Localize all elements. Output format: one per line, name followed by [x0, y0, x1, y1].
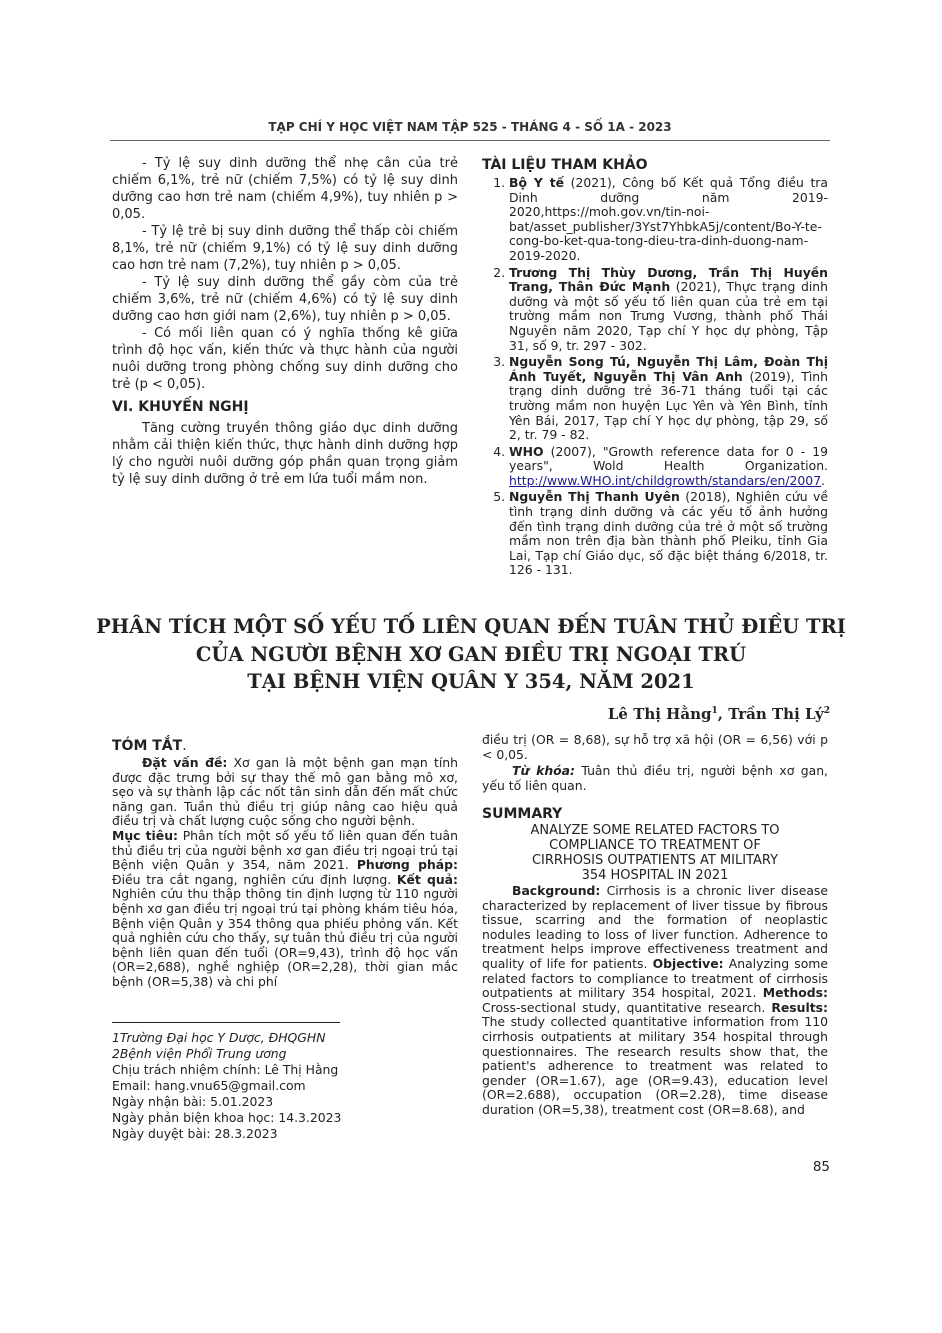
reference-item [509, 176, 828, 264]
summary-text: Cross-sectional study, quantitative research. [482, 999, 766, 1015]
summary-text: Cirrhosis is a chronic liver disease characterized by replacement of liver tissue by fibrous tissue, scarring and the formation of neoplastic nodules leading to loss of liver function. Adherence to treatment helps improve effectiveness treatment and quality of life for patients. [482, 883, 828, 971]
title-line: CỦA NGƯỜI BỆNH XƠ GAN ĐIỀU TRỊ NGOẠI TRÚ [195, 642, 747, 666]
summary-label-objective: Objective: [652, 955, 724, 971]
abstract-vi-cont [482, 733, 828, 793]
summary-text: The study collected quantitative information from 110 cirrhosis outpatients at military 354 hospital through questionnaires. The research results show that, the patient's adherence to treatment was related to gender (OR=1.67), age (OR=9.43), education level (OR=2.688), occupation (OR=2.28), time disease duration (OR=5,38), treatment cost (OR=8.68), and [482, 1014, 828, 1117]
reference-authors: WHO [509, 443, 544, 459]
abstract-label-background: Đặt vấn đề: [142, 755, 228, 770]
footnote-accepted: Ngày duyệt bài: 28.3.2023 [112, 1126, 278, 1141]
left-column-top [112, 155, 458, 488]
footnote-affiliation: 1Trường Đại học Y Dược, ĐHQGHN [112, 1030, 326, 1045]
abstract-text: Nghiên cứu thu thập thông tin định lượng từ 110 người bệnh xơ gan điều trị ngoại trú tại phòng khám tiêu hóa, Bệnh viện Quân y 354 thông qua phiếu phỏng vấn. Kết quả nghiên cứu cho thấy, sự tuân thủ điều trị của người bệnh liên quan đến tuổi (OR=9,43), trình độ học vấn (OR=2,688), nghề nghiệp (OR=2,28), thời gian mắc bệnh (OR=5,38) và chi phí [112, 886, 458, 989]
conclusion-item: - Có mối liên quan có ý nghĩa thống kê giữa trình độ học vấn, kiến thức và thực hành của người nuôi dưỡng trong phòng chống suy dinh dưỡng cho trẻ (p < 0,05). [112, 326, 458, 392]
reference-item [509, 355, 828, 443]
summary-title-line: ANALYZE SOME RELATED FACTORS TO [530, 823, 780, 838]
references-heading: TÀI LIỆU THAM KHẢO [482, 157, 648, 173]
footnotes [112, 1030, 458, 1142]
summary-label-methods: Methods: [762, 985, 828, 1001]
summary-title-line: 354 HOSPITAL IN 2021 [581, 868, 729, 883]
footnote-corresponding: Chịu trách nhiệm chính: Lê Thị Hằng [112, 1062, 339, 1077]
title-line: TẠI BỆNH VIỆN QUÂN Y 354, NĂM 2021 [247, 670, 695, 693]
author-affiliation-mark: 2 [823, 706, 830, 716]
conclusion-item: - Tỷ lệ suy dinh dưỡng thể nhẹ cân của trẻ chiếm 6,1%, trẻ nữ (chiếm 7,5%) có tỷ lệ suy dinh dưỡng cao hơn trẻ nam (chiếm 4,9%), tuy nhiên p > 0,05. [112, 156, 458, 222]
conclusion-item: - Tỷ lệ trẻ bị suy dinh dưỡng thể thấp còi chiếm 8,1%, trẻ nữ (chiếm 9,1%) có tỷ lệ suy dinh dưỡng cao hơn trẻ nam (7,2%), tuy nhiên p > 0,05. [112, 224, 458, 273]
reference-authors: Trương Thị Thùy Dương, Trần Thị Huyền Trang, Thân Đức Mạnh [509, 264, 828, 295]
reference-authors: Nguyễn Thị Thanh Uyên [509, 489, 680, 505]
recommend-text: Tăng cường truyền thông giáo dục dinh dưỡng nhằm cải thiện kiến thức, thực hành dinh dưỡng hợp lý cho người nuôi dưỡng góp phần quan trọng giảm tỷ lệ suy dinh dưỡng ở trẻ em lứa tuổi mầm non. [112, 421, 458, 487]
reference-text: (2018), Nghiên cứu về tình trạng dinh dưỡng và các yếu tố ảnh hưởng đến tình trạng dinh dưỡng của trẻ ở một số trường mầm non trên địa bàn thành phố Pleiku, tỉnh Gia Lai, Tạp chí Giáo dục, số đặc biệt tháng 6/2018, tr. 126 - 131. [509, 489, 828, 578]
reference-tail: . [821, 472, 826, 488]
page-number: 85 [812, 1159, 830, 1175]
title-line: PHÂN TÍCH MỘT SỐ YẾU TỐ LIÊN QUAN ĐẾN TUÂN THỦ ĐIỀU TRỊ [96, 615, 846, 638]
references-section [482, 157, 828, 580]
keywords-label: Từ khóa: [512, 763, 575, 779]
abstract-label-results: Kết quả: [396, 871, 458, 887]
reference-item [509, 490, 828, 578]
abstract-vi [112, 737, 458, 990]
summary-title-line: COMPLIANCE TO TREATMENT OF [549, 838, 761, 853]
reference-text: (2019), Tình trạng dinh dưỡng trẻ 36-71 tháng tuổi tại các trường mầm non huyện Lục Yên và Yên Bình, tỉnh Yên Bái, 2017, Tạp chí Y học dự phòng, tập 29, số 2, tr. 79 - 82. [509, 368, 828, 443]
abstract-text: Phân tích một số yếu tố liên quan đến tuân thủ điều trị của người bệnh xơ gan điều trị ngoại trú tại Bệnh viện Quân y 354, năm 2021. [112, 827, 458, 873]
footnote-affiliation: 2Bệnh viện Phổi Trung ương [112, 1046, 287, 1061]
summary-heading: SUMMARY [482, 806, 563, 822]
author-name: Lê Thị Hằng [607, 705, 712, 723]
abstract-text-cont: điều trị (OR = 8,68), sự hỗ trợ xã hội (OR = 6,56) với p < 0,05. [482, 732, 828, 762]
footnote-reviewed: Ngày phản biện khoa học: 14.3.2023 [112, 1110, 342, 1125]
abstract-heading-tail: . [182, 738, 187, 754]
footnote-received: Ngày nhận bài: 5.01.2023 [112, 1094, 274, 1109]
reference-item [509, 266, 828, 354]
authors [520, 705, 830, 723]
article-title [60, 613, 882, 696]
footnote-rule [112, 1022, 340, 1023]
reference-authors: Nguyễn Song Tú, Nguyễn Thị Lâm, Đoàn Thị Ánh Tuyết, Nguyễn Thị Vân Anh [509, 354, 828, 384]
header-rule [110, 140, 830, 141]
reference-text: (2007), "Growth reference data for 0 - 19 years", Wold Health Organization. [509, 443, 828, 474]
journal-header: TẠP CHÍ Y HỌC VIỆT NAM TẬP 525 - THÁNG 4 - SỐ 1A - 2023 [268, 120, 672, 134]
conclusion-item: - Tỷ lệ suy dinh dưỡng thể gầy còm của trẻ chiếm 3,6%, trẻ nữ (chiếm 4,6%) có tỷ lệ suy dinh dưỡng cao hơn giới nam (2,6%), tuy nhiên p > 0,05. [112, 275, 458, 324]
summary-title-line: CIRRHOSIS OUTPATIENTS AT MILITARY [531, 853, 779, 868]
abstract-label-objective: Mục tiêu: [112, 827, 178, 843]
author-name: Trần Thị Lý [728, 705, 824, 723]
abstract-heading [112, 737, 458, 755]
reference-item [509, 445, 828, 489]
references-list [482, 176, 828, 578]
summary-text: Analyzing some related factors to compliance to treatment of cirrhosis outpatients at military 354 hospital, 2021. [482, 955, 828, 1001]
reference-text: (2021), Thực trạng dinh dưỡng và một số yếu tố liên quan của trẻ em tại trường mầm non Trưng Vương, thành phố Thái Nguyên năm 2020, Tạp chí Y học dự phòng, Tập 31, số 9, tr. 297 - 302. [509, 279, 828, 353]
keywords [482, 764, 828, 793]
abstract-text: Điều tra cắt ngang, nghiên cứu định lượng. [112, 871, 392, 887]
abstract-label-methods: Phương pháp: [356, 857, 458, 873]
summary-label-background: Background: [512, 883, 601, 898]
abstract-text: Xơ gan là một bệnh gan mạn tính được đặc trưng bởi sự thay thế mô gan bằng mô xơ, sẹo và sự thành lập các nốt tân sinh dẫn đến mất chức năng gan. Tuần thủ điều trị giúp nâng cao hiệu quả điều trị và chất lượng cuộc sống cho người bệnh. [112, 755, 459, 829]
reference-link[interactable]: http://www.WHO.int/childgrowth/standars/en/2007 [509, 472, 822, 488]
keywords-text: Tuân thủ điều trị, người bệnh xơ gan, yếu tố liên quan. [482, 763, 828, 793]
abstract-body [112, 756, 458, 990]
summary-label-results: Results: [771, 999, 828, 1015]
abstract-heading-text: TÓM TẮT [112, 738, 183, 754]
reference-authors: Bộ Y tế [509, 175, 565, 190]
summary-en [482, 805, 828, 1118]
footnote-email: Email: hang.vnu65@gmail.com [112, 1078, 306, 1093]
reference-text: (2021), Công bố Kết quả Tổng điều tra Dinh dưỡng năm 2019-2020,https://moh.gov.vn/tin-noi-bat/asset_publisher/3Yst7YhbkA5j/content/Bo-Y-te-cong-bo-ket-qua-tong-dieu-tra-dinh-duong-nam-2019-2020. [509, 175, 828, 263]
recommend-heading: VI. KHUYẾN NGHỊ [112, 399, 249, 415]
summary-body [482, 884, 828, 1118]
summary-title [482, 823, 828, 883]
author-separator: , [717, 705, 729, 723]
author-affiliation-mark: 1 [711, 706, 718, 716]
